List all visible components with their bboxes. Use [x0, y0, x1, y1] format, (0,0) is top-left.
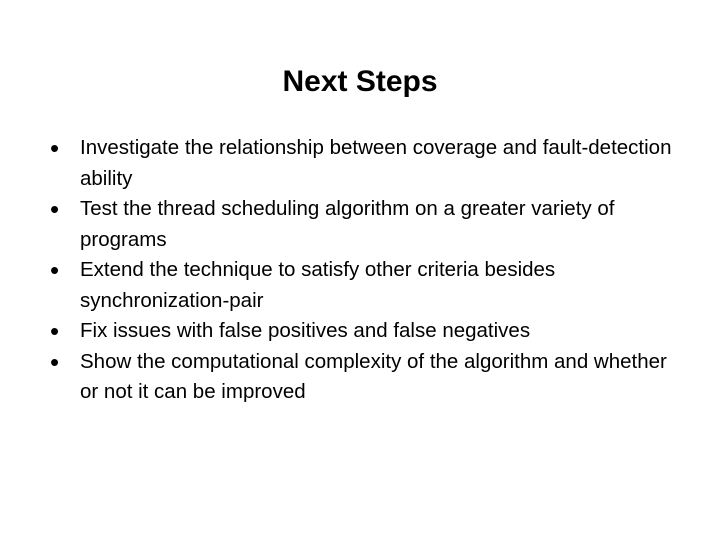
- bullet-dot-icon: •: [50, 316, 60, 346]
- bullet-item: [0, 133, 720, 194]
- bullet-list: [0, 133, 720, 408]
- bullet-item: [0, 194, 720, 255]
- bullet-dot-icon: •: [50, 346, 60, 377]
- bullet-item: [0, 316, 720, 347]
- bullet-dot-icon: •: [50, 255, 60, 285]
- bullet-text: Extend the technique to satisfy other criteria besides synchronization-pair: [80, 258, 556, 312]
- bullet-text: Investigate the relationship between coverage and fault-detection ability: [80, 136, 672, 190]
- bullet-text: Show the computational complexity of the algorithm and whether or not it can be improved: [80, 349, 667, 403]
- bullet-text: Fix issues with false positives and false negatives: [80, 319, 531, 342]
- bullet-text: Test the thread scheduling algorithm on a greater variety of programs: [80, 197, 615, 251]
- slide-title: Next Steps: [282, 65, 438, 98]
- bullet-dot-icon: •: [50, 194, 60, 224]
- bullet-item: [0, 255, 720, 316]
- bullet-item: [0, 347, 720, 408]
- bullet-dot-icon: •: [50, 133, 60, 163]
